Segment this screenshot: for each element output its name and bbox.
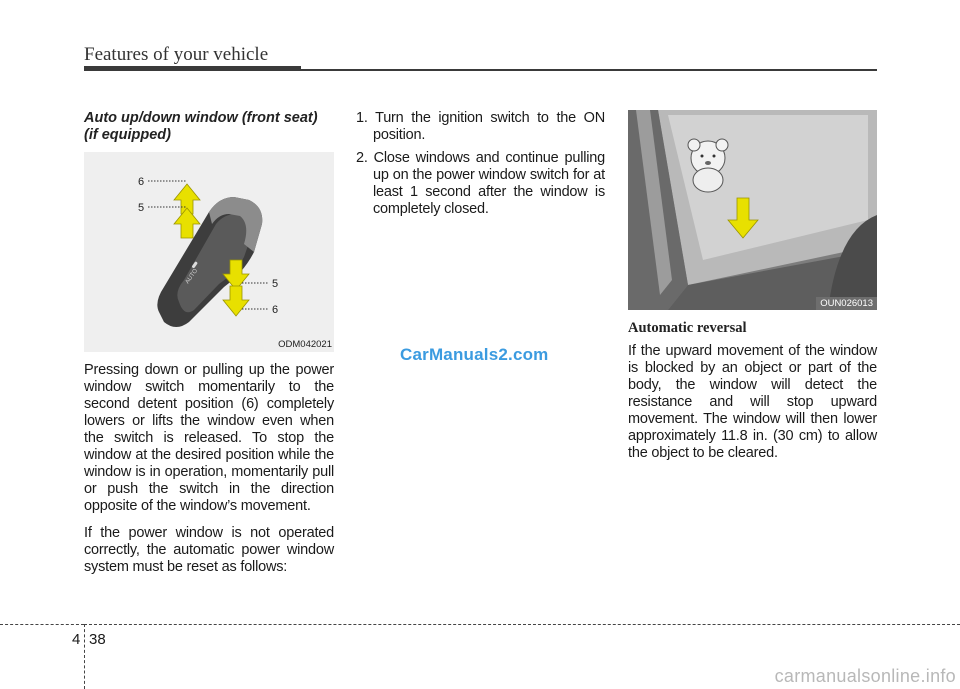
teddy-bear-icon — [688, 139, 728, 192]
photo-caption: OUN026013 — [816, 297, 877, 310]
list-item: 1. Turn the ignition switch to the ON position. — [356, 110, 605, 143]
left-column — [84, 110, 334, 586]
middle-column — [356, 110, 605, 224]
reset-steps-list — [356, 110, 605, 218]
switch-body — [157, 197, 262, 327]
down-arrow-outer — [223, 286, 249, 316]
paragraph-automatic-reversal: If the upward movement of the window is blocked by an object or part of the body, the window will detect the resistance and will stop upward movement. The window will then lower approximately 11.8 in. (30 cm) to allow the object to be cleared. — [628, 343, 877, 461]
right-column — [628, 110, 877, 472]
label-up-6: 6 — [138, 176, 145, 188]
window-switch-illustration — [84, 152, 334, 352]
automatic-reversal-photo — [628, 110, 877, 310]
label-down-6: 6 — [272, 304, 279, 316]
window-switch-figure — [84, 152, 334, 352]
window-photo-illustration — [628, 110, 877, 310]
footer-rule-left — [0, 624, 84, 625]
figure-caption: ODM042021 — [278, 339, 332, 350]
section-heading: Auto up/down window (front seat) (if equipped) — [84, 110, 318, 143]
watermark: CarManuals2.com — [400, 345, 549, 364]
paragraph-auto-updown: Pressing down or pulling up the power window switch momentarily to the second detent position (6) completely lowers or lifts the window even when the switch is released. To stop the window at the desired position while the window is in operation, momentarily pull or push the switch in the direction opposite of the window’s movement. — [84, 362, 334, 514]
label-up-5: 5 — [138, 202, 145, 214]
automatic-reversal-heading: Automatic reversal — [628, 320, 747, 336]
footer-rule-right — [84, 624, 960, 625]
footer-divider — [84, 624, 85, 689]
page-number: 38 — [89, 631, 106, 648]
label-down-5: 5 — [272, 278, 279, 290]
list-item: 2. Close windows and continue pulling up on the power window switch for at least 1 second after the window is completely closed. — [356, 150, 605, 217]
page-header-title: Features of your vehicle — [84, 44, 269, 65]
header-rule-thin — [301, 69, 877, 71]
switch-auto-label: AUTO — [184, 268, 200, 286]
paragraph-reset-intro: If the power window is not operated correctly, the automatic power window system must be reset as follows: — [84, 525, 334, 575]
header-rule-thick — [84, 66, 301, 71]
chapter-number: 4 — [72, 631, 81, 648]
site-footer-watermark: carmanualsonline.info — [774, 666, 956, 686]
